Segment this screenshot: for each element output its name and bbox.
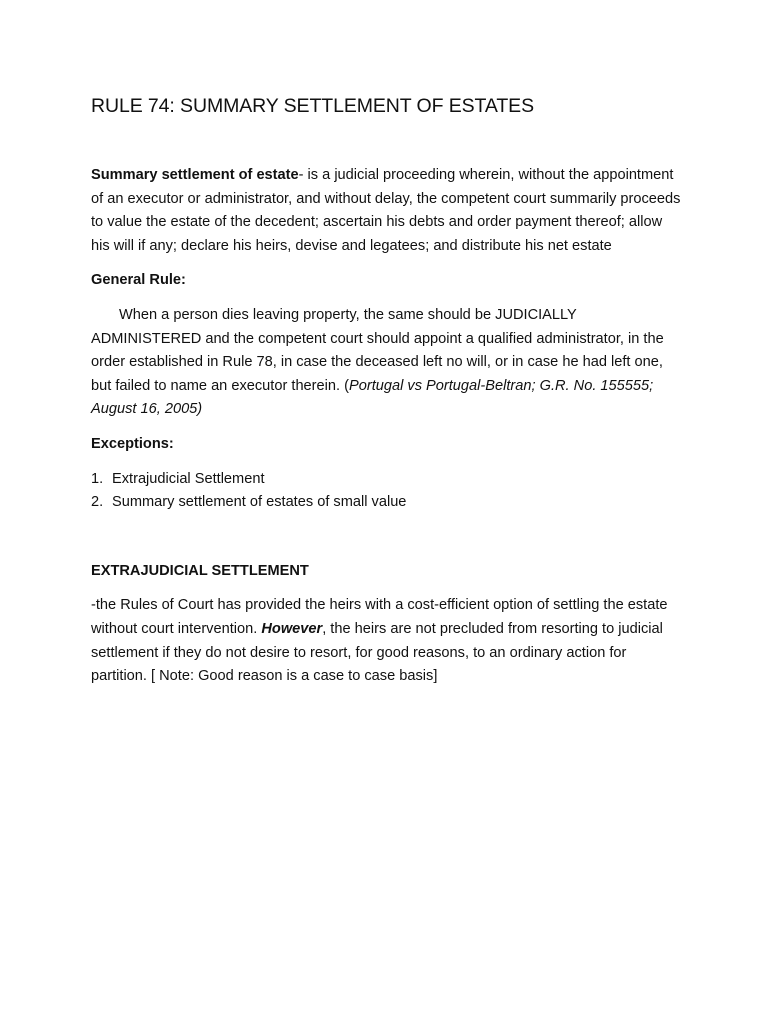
document-content: [91, 92, 681, 700]
exceptions-heading: Exceptions:: [91, 435, 174, 452]
document-title: RULE 74: SUMMARY SETTLEMENT OF ESTATES: [91, 95, 534, 117]
definition-term: Summary settlement of estate: [91, 167, 299, 183]
general-rule-text: When a person dies leaving property, the same should be JUDICIALLY ADMINISTERED and the competent court should appoint a qualified administrator, in the order established in Rule 78, in case the deceased left no will, or in case he had left one, but failed to name an executor therein. (: [91, 306, 664, 394]
extrajudicial-paragraph: [91, 594, 681, 688]
general-rule-heading: General Rule:: [91, 272, 186, 289]
list-item-text: Extrajudicial Settlement: [112, 470, 265, 487]
definition-paragraph: [91, 164, 681, 258]
definition-text: - is a judicial proceeding wherein, without the appointment of an executor or administrator, and without delay, the competent court summarily proceeds to value the estate of the decedent; ascertain his debts and order payment thereof; allow his will if any; declare his heirs, devise and legatees; and distribute his net estate: [91, 167, 681, 254]
list-item: [91, 491, 681, 515]
extrajudicial-text-before: -the Rules of Court has provided the heirs with a cost-efficient option of settling the estate without court intervention.: [91, 597, 668, 637]
extrajudicial-text-after: , the heirs are not precluded from resorting to judicial settlement if they do not desire to resort, for good reasons, to an ordinary action for partition. [ Note: Good reason is a case to case basis]: [91, 620, 663, 685]
general-rule-citation: Portugal vs Portugal-Beltran; G.R. No. 155555; August 16, 2005): [91, 377, 654, 418]
extrajudicial-emphasis: However: [261, 620, 323, 637]
exceptions-list: [91, 468, 681, 515]
list-item-number: 2.: [91, 494, 104, 511]
general-rule-paragraph: [91, 304, 681, 422]
extrajudicial-heading: EXTRAJUDICIAL SETTLEMENT: [91, 562, 309, 579]
list-item: [91, 468, 681, 492]
list-item-text: Summary settlement of estates of small value: [112, 494, 407, 511]
list-item-number: 1.: [91, 470, 104, 487]
